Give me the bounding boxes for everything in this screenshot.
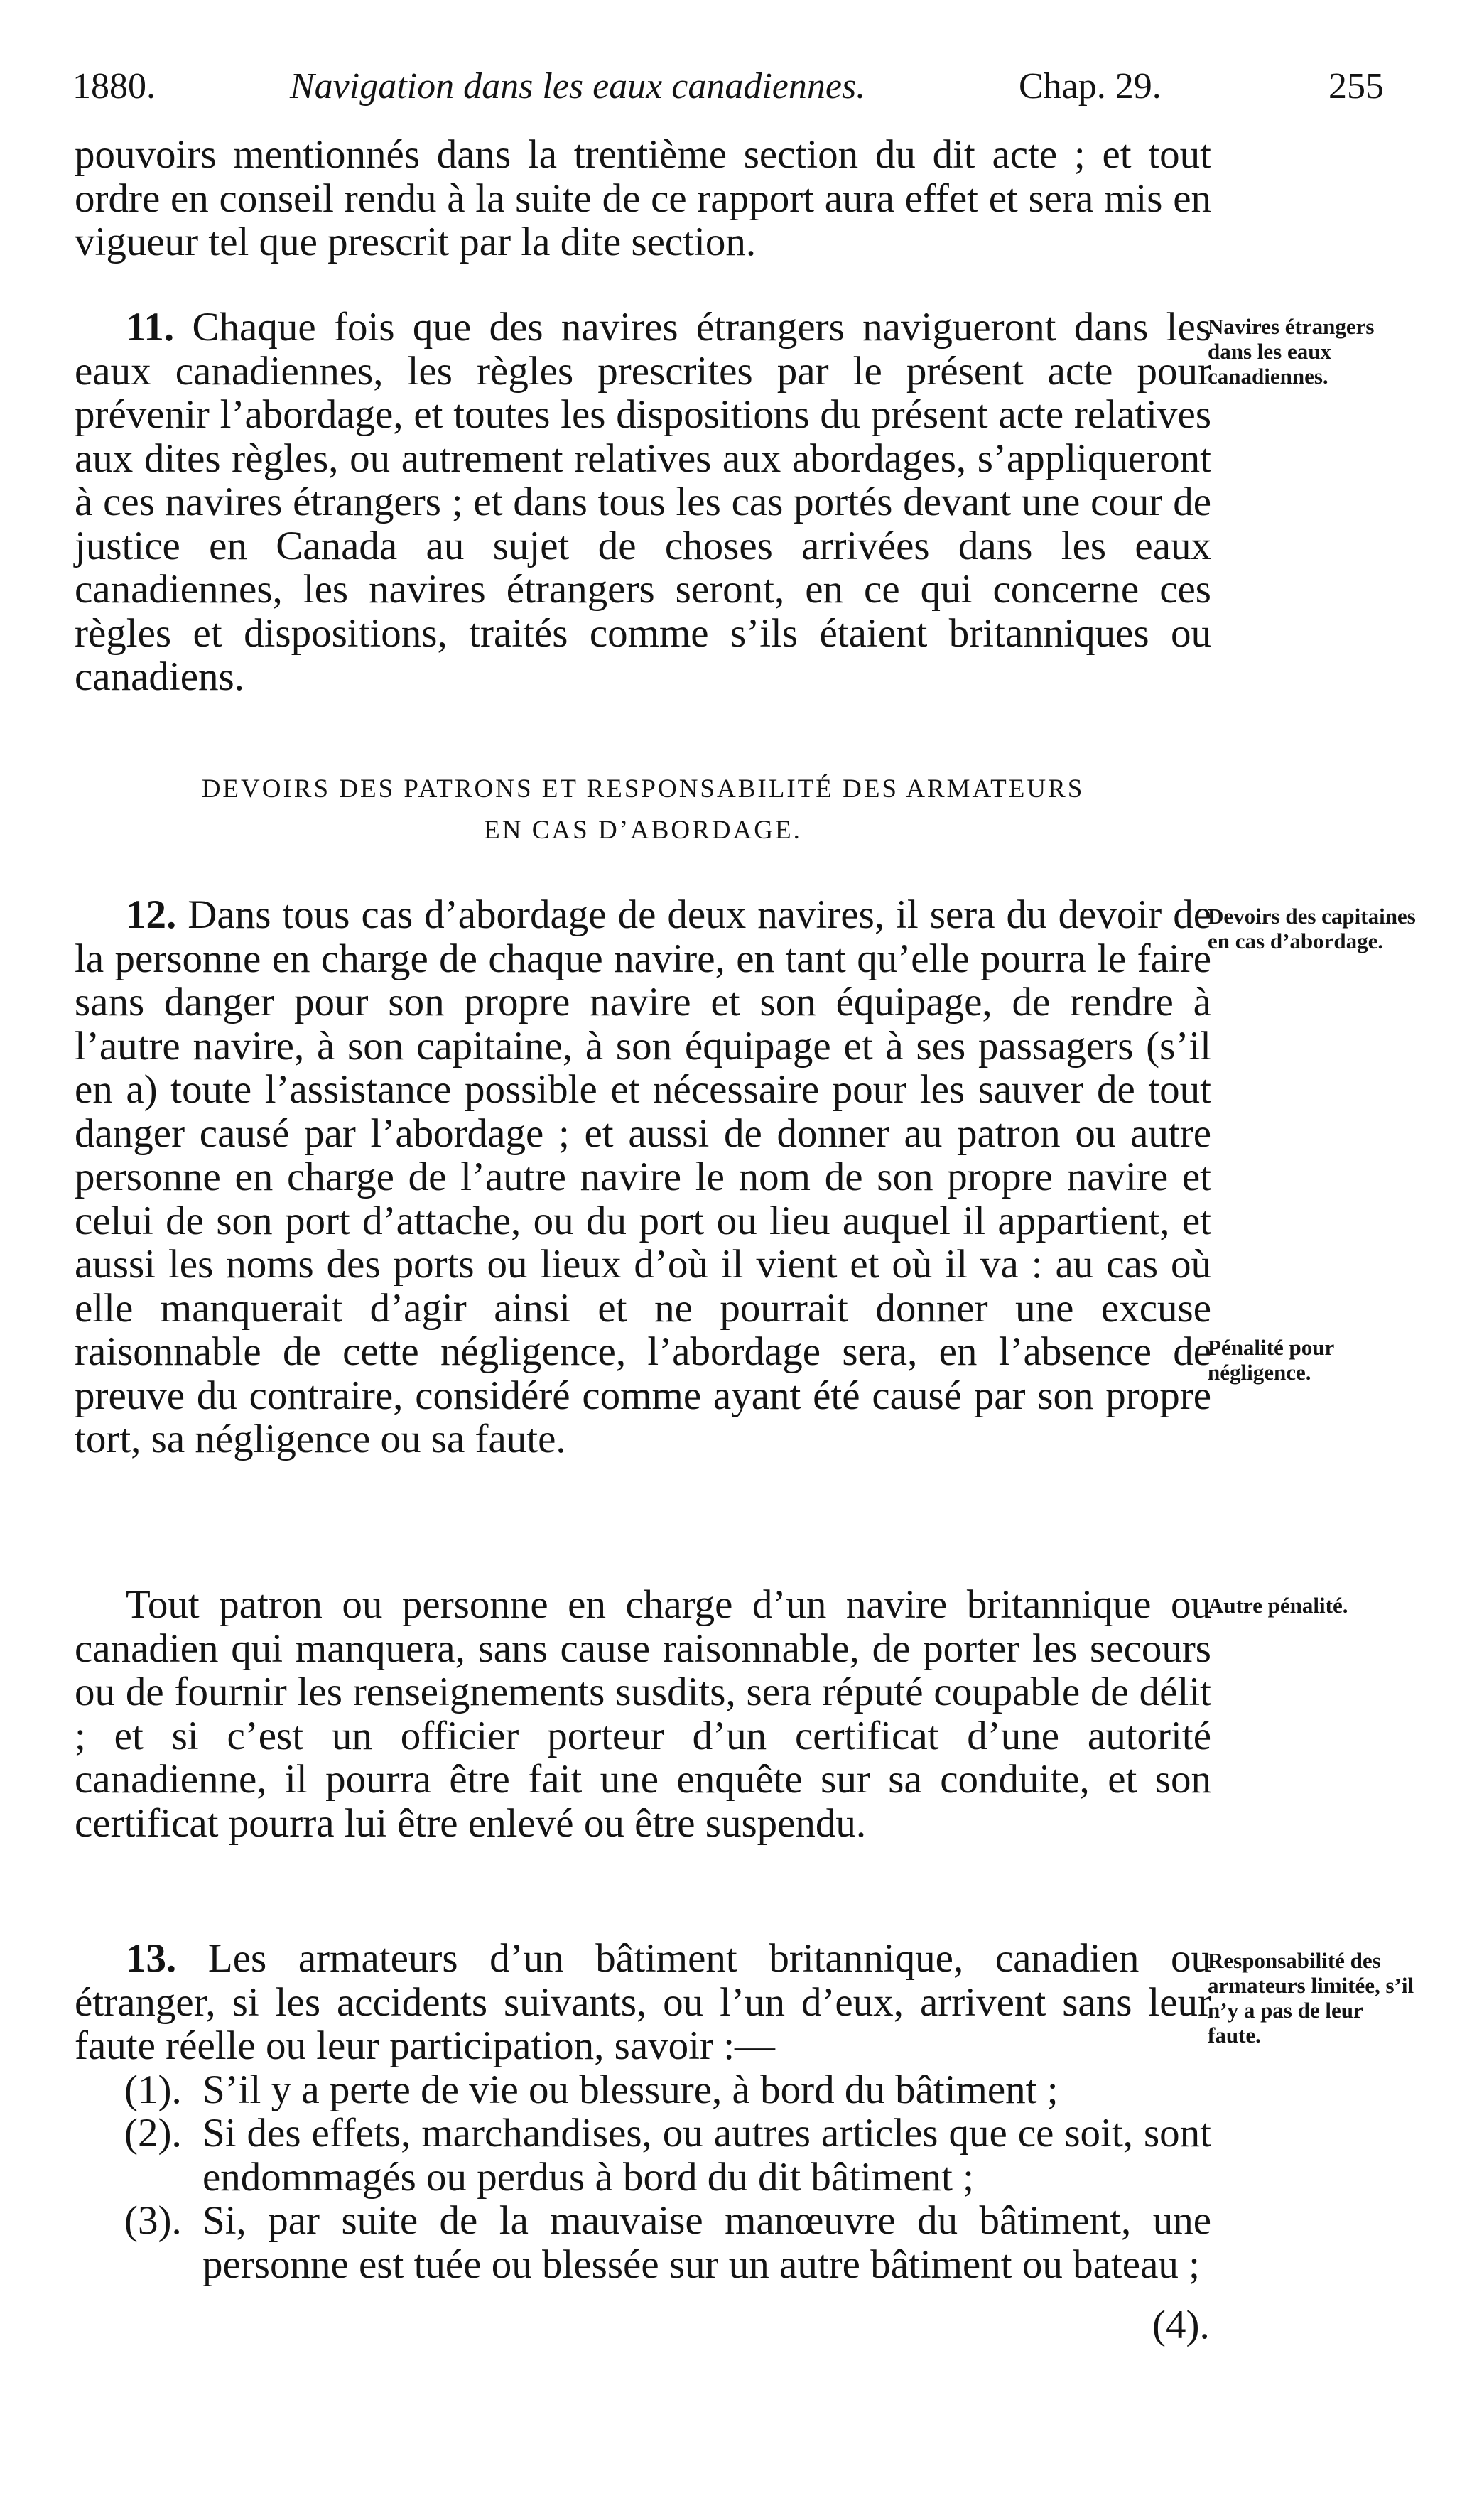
section-11-number: 11. <box>126 305 175 350</box>
section-12 <box>75 893 1211 1461</box>
list-item-text: Si des effets, marchandises, ou autres articles que ce soit, sont endommagés ou perdus à bord du dit bâtiment ; <box>202 2111 1211 2200</box>
list-item-text: Si, par suite de la mauvaise manœuvre du bâtiment, une personne est tuée ou blessée sur un autre bâtiment ou bateau ; <box>202 2198 1211 2287</box>
section-13-paragraph <box>75 1937 1211 2068</box>
list-item <box>75 2111 1211 2199</box>
margin-note-section-13: Responsabilité des armateurs limitée, s’il n’y a pas de leur faute. <box>1208 1948 1414 2048</box>
list-item <box>75 2199 1211 2286</box>
section-11-paragraph <box>75 305 1211 699</box>
intro-paragraph <box>75 133 1211 264</box>
heading-line-1: DEVOIRS DES PATRONS ET RESPONSABILITÉ DES ARMATEURS <box>201 774 1085 804</box>
header-chapter: Chap. 29. <box>1019 66 1162 107</box>
section-11 <box>75 305 1211 699</box>
margin-note-penalty: Pénalité pour négligence. <box>1208 1335 1334 1385</box>
section-12-paragraph <box>75 893 1211 1461</box>
list-item <box>75 2068 1211 2112</box>
catchword: (4). <box>1152 2303 1210 2347</box>
section-13-text: Les armateurs d’un bâtiment britannique, canadien ou étranger, si les accidents suivants, ou l’un d’eux, arrivent sans leur faute réelle ou leur participation, savoir :— <box>75 1936 1211 2068</box>
margin-note-other-penalty: Autre pénalité. <box>1208 1593 1348 1618</box>
list-item-number: (3). <box>124 2198 182 2243</box>
list-item-number: (1). <box>124 2067 182 2112</box>
intro-text: pouvoirs mentionnés dans la trentième section du dit acte ; et tout ordre en conseil rendu à la suite de ce rapport aura effet et sera mis en vigueur tel que prescrit par la dite section. <box>75 132 1211 264</box>
penalty-paragraph <box>75 1583 1211 1845</box>
page-number: 255 <box>1328 66 1384 107</box>
header-year: 1880. <box>72 66 156 107</box>
section-12-number: 12. <box>126 892 177 937</box>
heading-duties <box>75 769 1211 851</box>
list-item-number: (2). <box>124 2111 182 2156</box>
penalty-text: Tout patron ou personne en charge d’un navire britannique ou canadien qui manquera, sans cause raisonnable, de porter les secours ou de fournir les renseignements susdits, sera réputé coupable de délit ; et si c’est un officier porteur d’un certificat d’une autorité canadienne, il pourra être fait une enquête sur sa conduite, et son certificat pourra lui être enlevé ou être suspendu. <box>75 1582 1211 1846</box>
section-13 <box>75 1937 1211 2286</box>
section-12-text: Dans tous cas d’abordage de deux navires, il sera du devoir de la personne en charge de chaque navire, en tant qu’elle pourra le faire sans danger pour son propre navire et son équipage, de rendre à l’autre navire, à son capitaine, à son équipage et à ses passagers (s’il en a) toute l’assistance possible et nécessaire pour les sauver de tout danger causé par l’abordage ; et aussi de donner au patron ou autre personne en charge de l’autre navire le nom de son propre navire et celui de son port d’attache, ou du port ou lieu auquel il appartient, et aussi les noms des ports ou lieux d’où il vient et où il va : au cas où elle manquerait d’agir ainsi et ne pourrait donner une excuse raisonnable de cette négligence, l’abordage sera, en l’absence de preuve du contraire, considéré comme ayant été causé par son propre tort, sa négligence ou sa faute. <box>75 892 1211 1461</box>
margin-note-section-11: Navires étrangers dans les eaux canadiennes. <box>1208 314 1375 389</box>
section-11-text: Chaque fois que des navires étrangers navigueront dans les eaux canadiennes, les règles prescrites par le présent acte pour prévenir l’abordage, et toutes les dispositions du présent acte relatives aux dites règles, ou autrement relatives aux abordages, s’appliqueront à ces navires étrangers ; et dans tous les cas portés devant une cour de justice en Canada au sujet de choses arrivées dans les eaux canadiennes, les navires étrangers seront, en ce qui concerne ces règles et dispositions, traités comme s’ils étaient britanniques ou canadiens. <box>75 305 1211 699</box>
heading-line-2: EN CAS D’ABORDAGE. <box>484 816 802 845</box>
section-13-number: 13. <box>126 1936 177 1981</box>
list-item-text: S’il y a perte de vie ou blessure, à bord du bâtiment ; <box>202 2067 1059 2112</box>
margin-note-section-12: Devoirs des capitaines en cas d’abordage. <box>1208 904 1416 953</box>
header-title: Navigation dans les eaux canadiennes. <box>290 66 866 107</box>
